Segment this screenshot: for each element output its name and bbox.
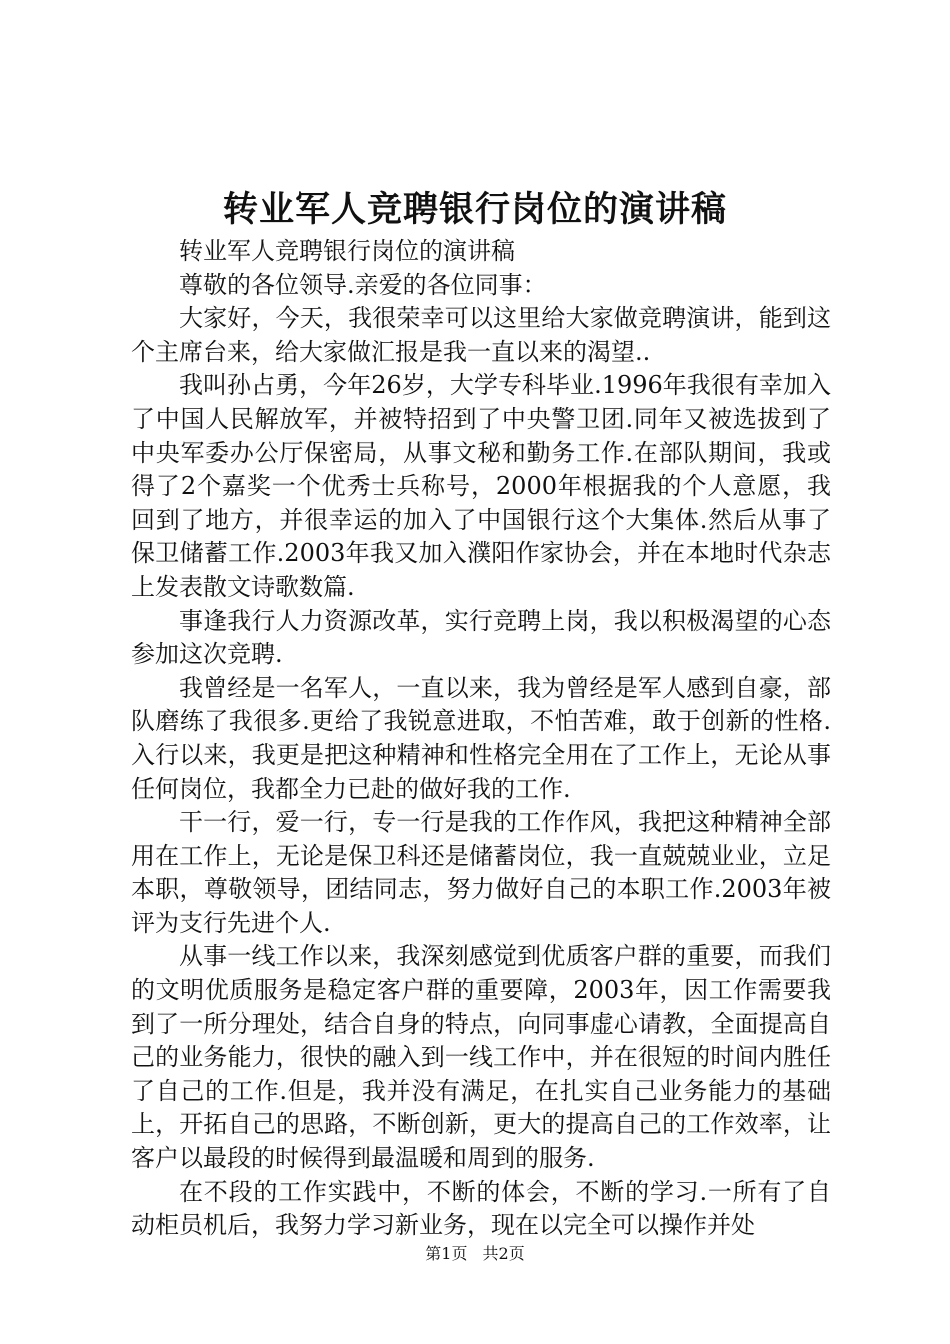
page-footer xyxy=(0,1243,950,1265)
paragraph-introduction: 我叫孙占勇，今年26岁，大学专科毕业.1996年我很有幸加入了中国人民解放军，并被特招到了中央警卫团.同年又被选拔到了中央军委办公厅保密局，从事文秘和勤务工作.在部队期间，我或得了2个嘉奖一个优秀士兵称号，2000年根据我的个人意愿，我回到了地方，并很幸运的加入了中国银行这个大集体.然后从事了保卫储蓄工作.2003年我又加入濮阳作家协会，并在本地时代杂志上发表散文诗歌数篇. xyxy=(131,371,831,601)
document-title: 转业军人竞聘银行岗位的演讲稿 xyxy=(222,189,727,230)
paragraph-continued-learning: 在不段的工作实践中，不断的体会，不断的学习.一所有了自动柜员机后，我努力学习新业务，现在以完全可以操作并处 xyxy=(131,1177,831,1240)
paragraph-subtitle: 转业军人竞聘银行岗位的演讲稿 xyxy=(179,237,515,265)
paragraph-work-style: 干一行，爱一行，专一行是我的工作作风，我把这种精神全部用在工作上，无论是保卫科还是储蓄岗位，我一直兢兢业业，立足本职，尊敬领导，团结同志，努力做好自己的本职工作.2003年被评为支行先进个人. xyxy=(131,808,831,937)
paragraph-military-background: 我曾经是一名军人，一直以来，我为曾经是军人感到自豪，部队磨练了我很多.更给了我锐意进取，不怕苦难，敢于创新的性格.入行以来，我更是把这种精神和性格完全用在了工作上，无论从事任何岗位，我都全力已赴的做好我的工作. xyxy=(131,673,831,803)
paragraph-greeting: 大家好，今天，我很荣幸可以这里给大家做竞聘演讲，能到这个主席台来，给大家做汇报是我一直以来的渴望.. xyxy=(131,304,831,366)
paragraph-frontline-work: 从事一线工作以来，我深刻感觉到优质客户群的重要，而我们的文明优质服务是稳定客户群的重要障，2003年，因工作需要我到了一所分理处，结合自身的特点，向同事虚心请教，全面提高自己的业务能力，很快的融入到一线工作中，并在很短的时间内胜任了自己的工作.但是，我并没有满足，在扎实自己业务能力的基础上，开拓自己的思路，不断创新，更大的提高自己的工作效率，让客户以最段的时候得到最温暖和周到的服务. xyxy=(131,942,831,1173)
page-number-current: 第1页 xyxy=(425,1244,468,1263)
paragraph-salutation: 尊敬的各位领导.亲爱的各位同事： xyxy=(179,270,547,299)
paragraph-motivation: 事逢我行人力资源改革，实行竞聘上岗，我以积极渴望的心态参加这次竞聘. xyxy=(131,606,831,669)
page-number-total: 共2页 xyxy=(482,1244,525,1263)
document-body xyxy=(131,235,831,1243)
